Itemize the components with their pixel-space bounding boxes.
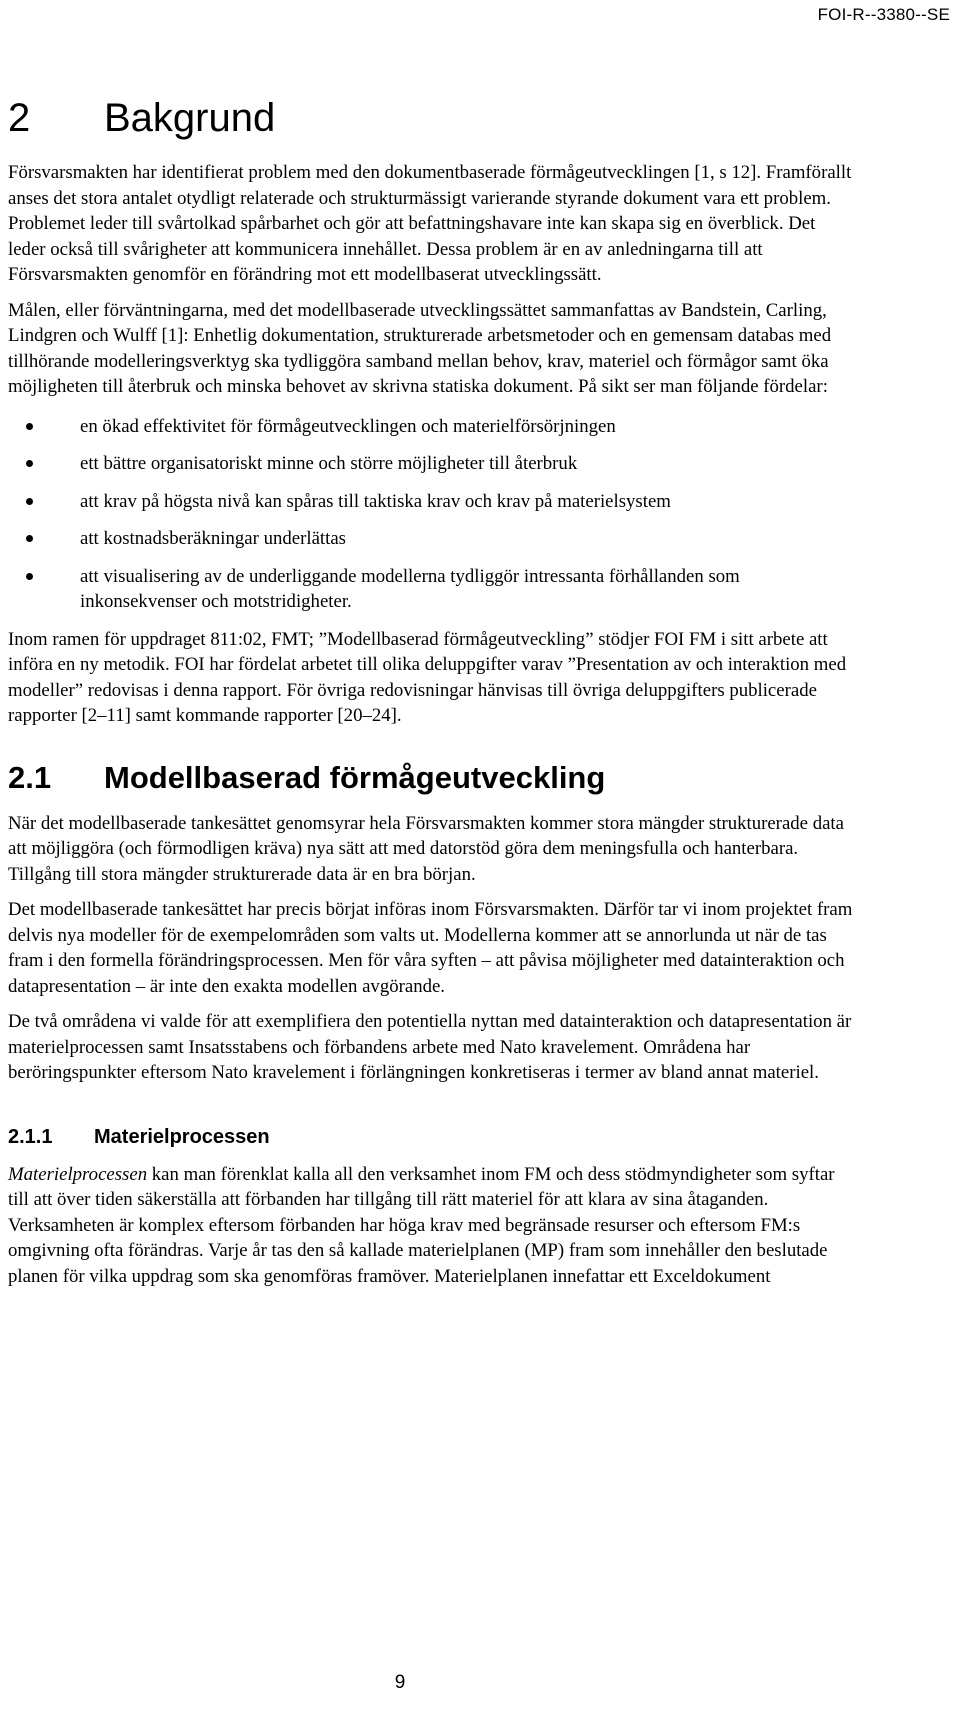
list-item <box>8 564 856 615</box>
list-item-text: en ökad effektivitet för förmågeutvecklingen och materielförsörjningen <box>80 415 616 437</box>
list-item <box>8 414 856 440</box>
paragraph: Inom ramen för uppdraget 811:02, FMT; ”Modellbaserad förmågeutveckling” stödjer FOI FM i sitt arbete att införa en ny metodik. FOI har fördelat arbetet till olika deluppgifter varav ”Presentation av och interaktion med modeller” redovisas i denna rapport. För övriga redovisningar hänvisas till övriga deluppgifters publicerade rapporter [2–11] samt kommande rapporter [20–24]. <box>8 628 847 726</box>
italic-term: Materielprocessen <box>8 1163 148 1185</box>
section-number: 2.1 <box>8 759 52 795</box>
paragraph: Det modellbaserade tankesättet har precis börjat införas inom Försvarsmakten. Därför tar vi inom projektet fram delvis nya modeller för de exempelområden som valts ut. Modellerna kommer att se annorlunda ut när de tas fram i den formella förändringsprocessen. Men för våra syften – att påvisa möjligheter med datainteraktion och datapresentation – är inte den exakta modellen avgörande. <box>8 899 853 997</box>
list-item-text: att visualisering av de underliggande modellerna tydliggör intressanta förhållanden som inkonsekvenser och motstridigheter. <box>80 565 740 612</box>
section-2-heading <box>8 96 856 140</box>
list-item <box>8 489 856 515</box>
list-item <box>8 526 856 552</box>
page-content <box>8 96 856 1299</box>
bullet-icon <box>26 460 33 467</box>
list-item-text: ett bättre organisatoriskt minne och större möjligheter till återbruk <box>80 453 578 474</box>
paragraph: Försvarsmakten har identifierat problem med den dokumentbaserade förmågeutvecklingen [1, s 12]. Framförallt anses det stora antalet otydligt relaterade och strukturmässigt varierande styrande dokument vara ett problem. Problemet leder till svårtolkad spårbarhet och gör att befattningshavare inte kan skapa sig en överblick. Det leder också till svårigheter att kommunicera innehållet. Dessa problem är en av anledningarna till att Försvarsmakten genomför en förändring mot ett modellbaserat utvecklingssätt. <box>8 162 852 285</box>
bullet-icon <box>26 535 33 542</box>
list-item-text: att krav på högsta nivå kan spåras till taktiska krav och krav på materielsystem <box>80 490 671 512</box>
section-title: Bakgrund <box>104 96 276 140</box>
bullet-icon <box>26 498 33 505</box>
paragraph <box>8 1162 856 1290</box>
section-2-1-heading <box>8 761 856 795</box>
bullet-icon <box>26 423 33 430</box>
paragraph-text: kan man förenklat kalla all den verksamhet inom FM och dess stödmyndigheter som syftar till att över tiden säkerställa att förbanden har tillgång till rätt materiel för att klara av sina åtaganden. Verksamheten är komplex eftersom förbanden har höga krav med begränsade resurser och eftersom FM:s omgivning ofta förändras. Varje år tas den så kallade materielplanen (MP) fram som innehåller den beslutade planen för vilka uppdrag som ska genomföras framöver. Materielplanen innefattar ett Exceldokument <box>8 1163 835 1287</box>
section-number: 2 <box>8 96 31 140</box>
bullet-icon <box>26 573 33 580</box>
benefits-list <box>8 414 856 615</box>
section-title: Materielprocessen <box>94 1125 270 1148</box>
page-number: 9 <box>394 1672 406 1693</box>
list-item <box>8 451 856 477</box>
paragraph: När det modellbaserade tankesättet genomsyrar hela Försvarsmakten kommer stora mängder strukturerade data att möjliggöra (och förmodligen kräva) nya sätt att med datorstöd göra dem meningsfulla och hanterbara. Tillgång till stora mängder strukturerade data är en bra början. <box>8 812 844 885</box>
section-title: Modellbaserad förmågeutveckling <box>104 759 606 795</box>
section-2-1-1-heading <box>8 1126 856 1148</box>
section-number: 2.1.1 <box>8 1125 53 1148</box>
paragraph: Målen, eller förväntningarna, med det modellbaserade utvecklingssättet sammanfattas av Bandstein, Carling, Lindgren och Wulff [1]: Enhetlig dokumentation, strukturerade arbetsmetoder och en gemensam databas med tillhörande modelleringsverktyg ska tydliggöra samband mellan behov, krav, materiel och förmågor samt öka möjligheten till återbruk och minska behovet av skrivna statiska dokument. På sikt ser man följande fördelar: <box>8 299 832 397</box>
paragraph: De två områdena vi valde för att exemplifiera den potentiella nyttan med datainteraktion och datapresentation är materielprocessen samt Insatsstabens och förbandens arbete med Nato kravelement. Områdena har beröringspunkter eftersom Nato kravelement i förlängningen konkretiseras i termer av bland annat materiel. <box>8 1011 852 1084</box>
document-id: FOI-R--3380--SE <box>817 5 950 24</box>
list-item-text: att kostnadsberäkningar underlättas <box>80 528 346 549</box>
